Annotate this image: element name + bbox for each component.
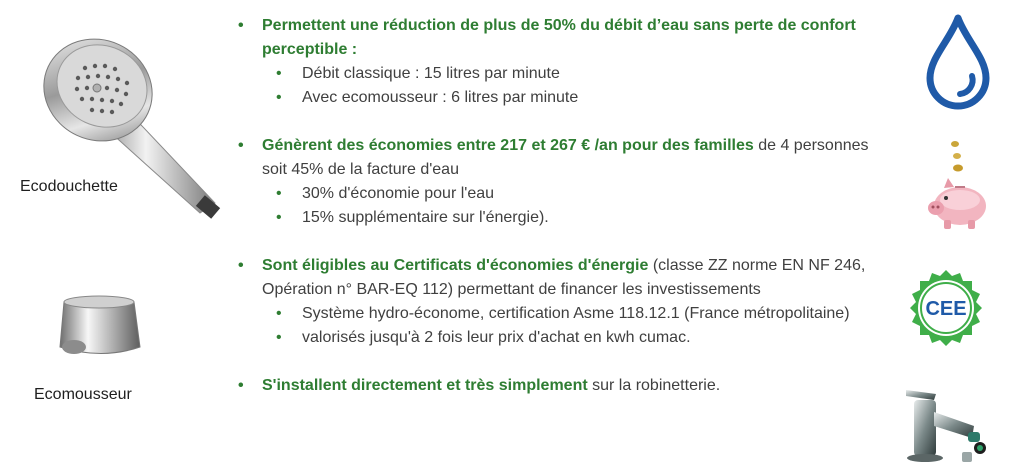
benefits-list bbox=[232, 14, 872, 398]
aerator-image bbox=[52, 292, 147, 362]
sub-bullet: • 15% supplémentaire sur l'énergie). bbox=[276, 209, 549, 226]
bullet-reduction: • Permettent une réduction de plus de 50% du débit d’eau sans perte de confort perceptible : bbox=[232, 14, 872, 62]
bullet-certificates: • Sont éligibles au Certificats d'économies d'énergie (classe ZZ norme EN NF 246, Opération n° BAR-EQ 112) permettant de financer les investissements bbox=[232, 254, 872, 302]
aerator-label: Ecomousseur bbox=[34, 386, 132, 403]
cee-badge-icon bbox=[906, 268, 986, 348]
bullet-dot: • bbox=[238, 257, 244, 274]
sub-bullet: • Débit classique : 15 litres par minute bbox=[276, 65, 560, 82]
piggy-bank-icon bbox=[922, 138, 994, 238]
sub-bullet: • 30% d'économie pour l'eau bbox=[276, 185, 495, 202]
bullet-dot: • bbox=[238, 17, 244, 34]
bullet-savings: • Génèrent des économies entre 217 et 267 € /an pour des familles de 4 personnes soit 45% de la facture d'eau bbox=[232, 134, 872, 182]
sub-bullet: • Système hydro-économe, certification Asme 118.12.1 (France métropolitaine) bbox=[276, 305, 850, 322]
bullet-installation: • S'installent directement et très simplement sur la robinetterie. bbox=[232, 374, 872, 398]
faucet-icon bbox=[896, 386, 996, 464]
showerhead-image bbox=[30, 28, 225, 228]
water-drop-icon bbox=[922, 12, 994, 112]
showerhead-label: Ecodouchette bbox=[20, 178, 118, 195]
sub-bullet: • Avec ecomousseur : 6 litres par minute bbox=[276, 89, 579, 106]
cee-badge-text: CEE bbox=[925, 298, 967, 320]
sub-bullet: • valorisés jusqu'à 2 fois leur prix d'achat en kwh cumac. bbox=[276, 329, 691, 346]
bullet-dot: • bbox=[238, 137, 244, 154]
bullet-dot: • bbox=[238, 377, 244, 394]
